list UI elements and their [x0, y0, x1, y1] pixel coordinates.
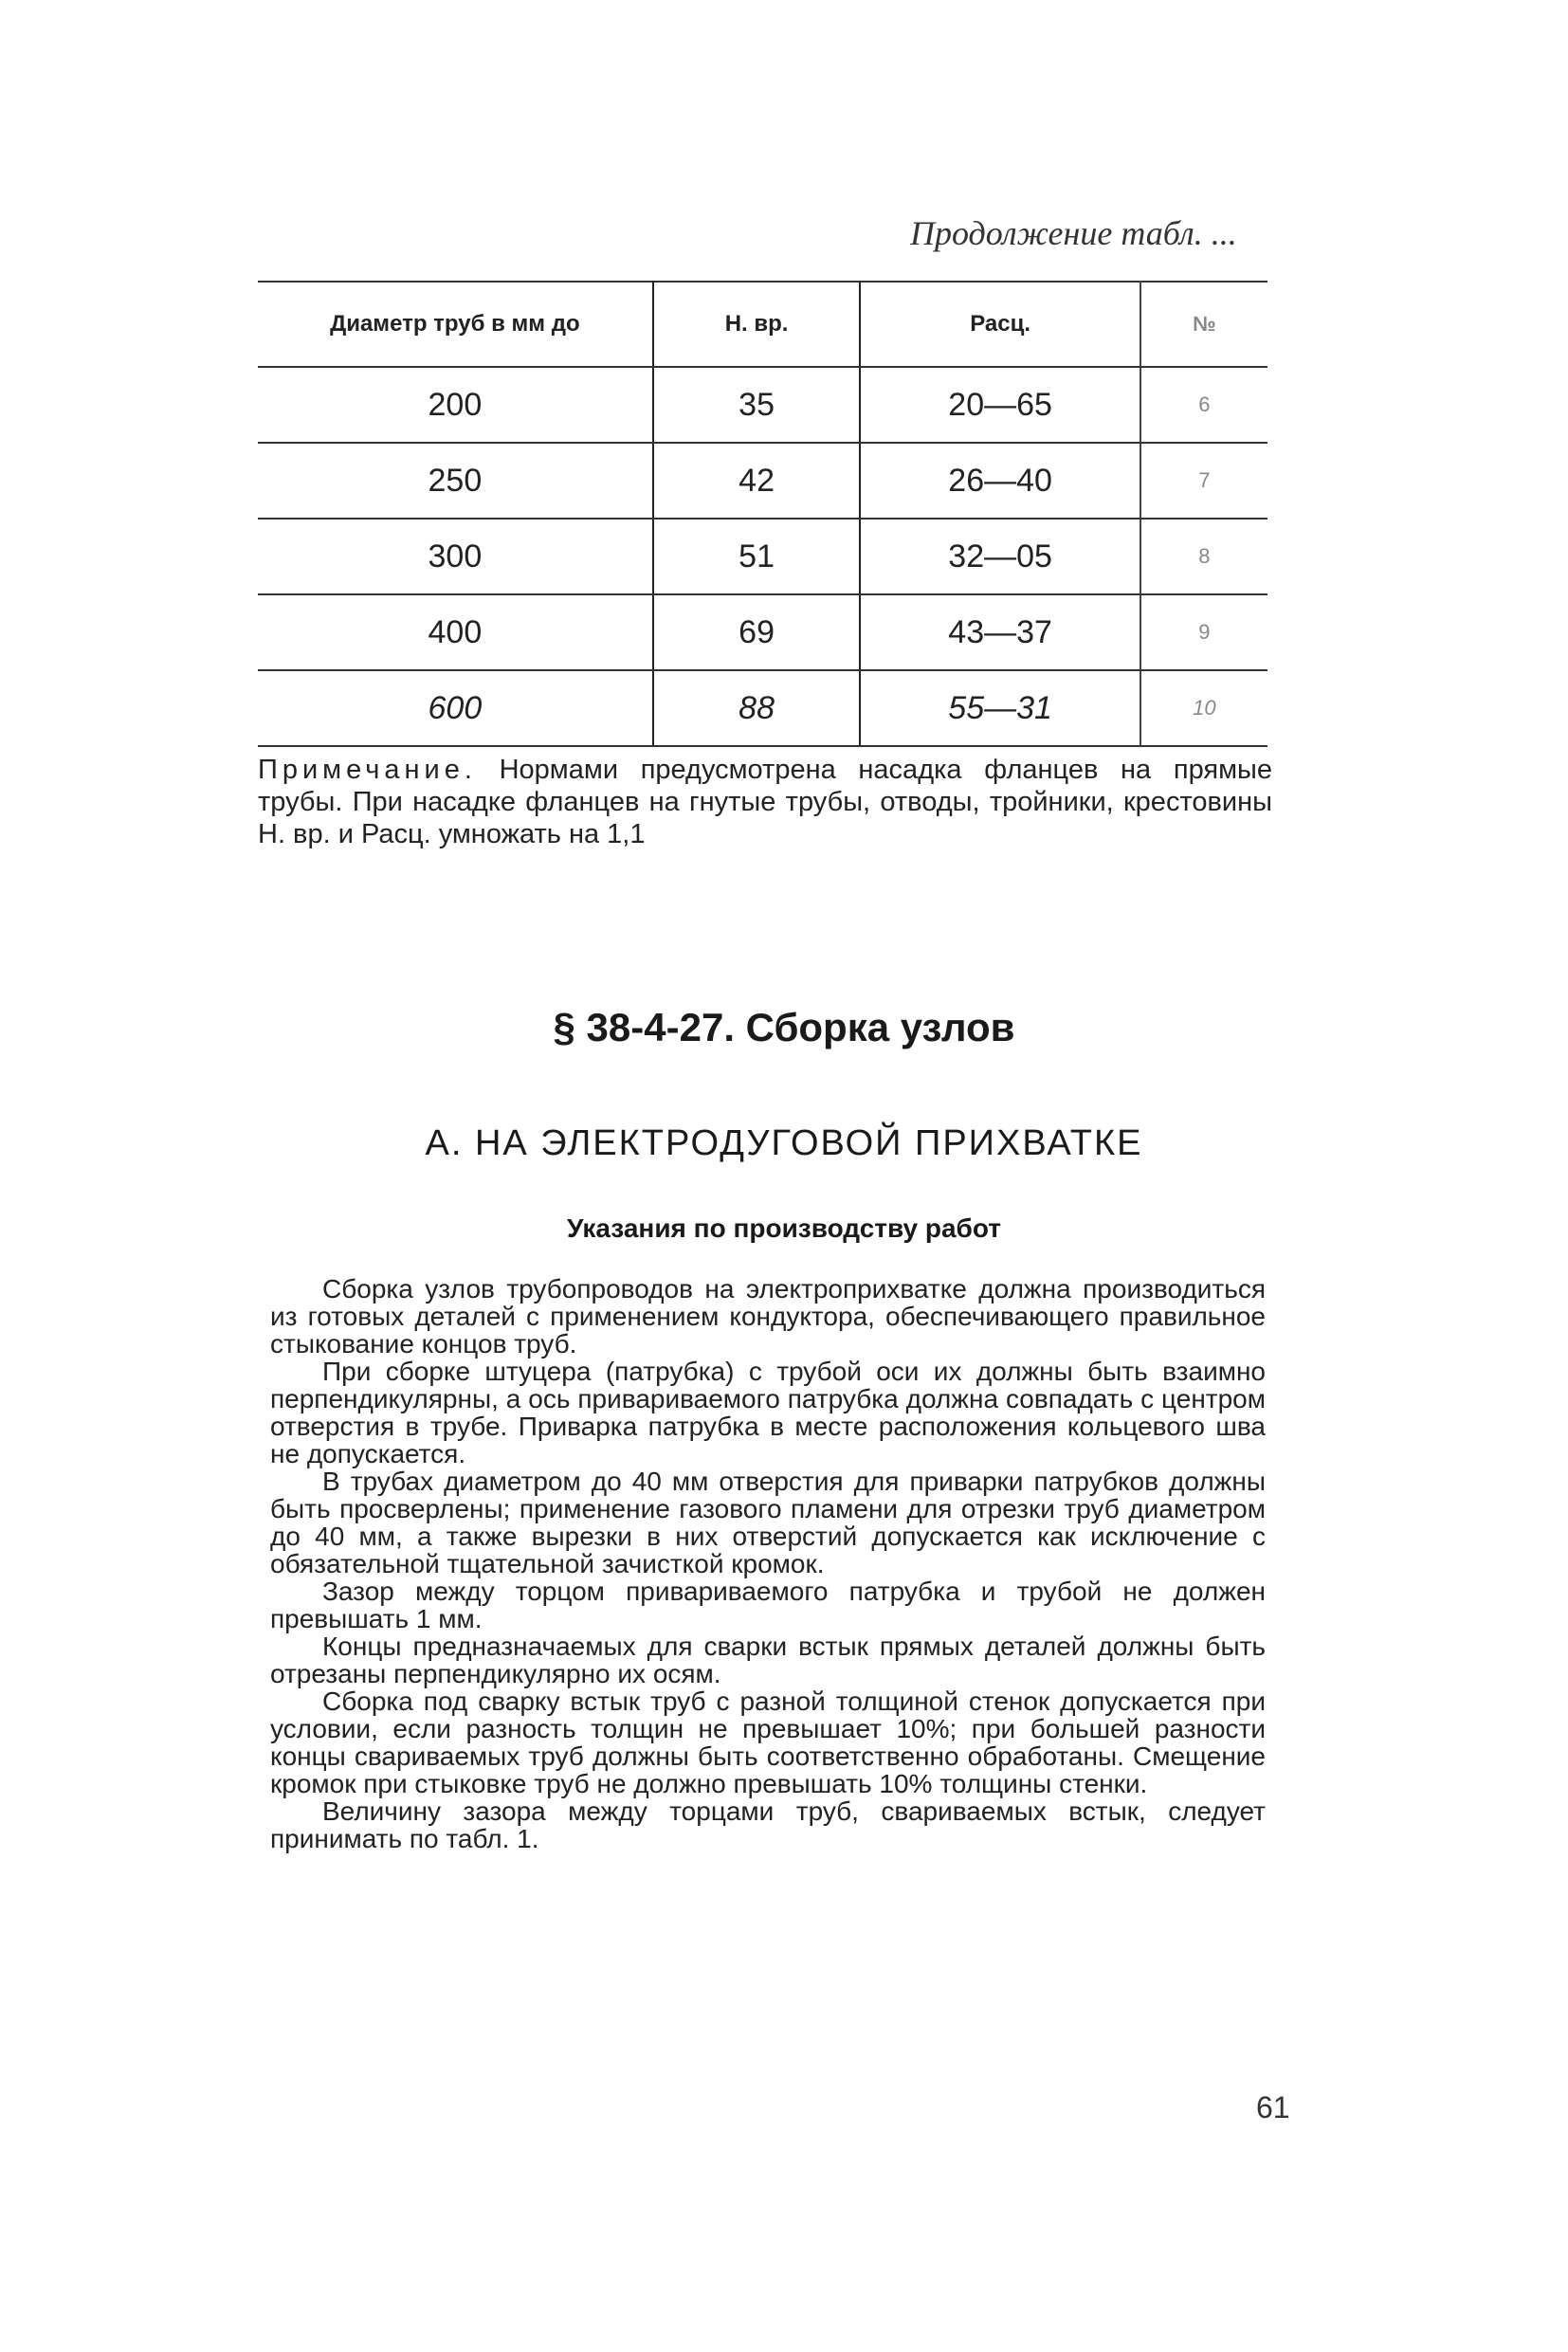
section-subtitle: А. НА ЭЛЕКТРОДУГОВОЙ ПРИХВАТКЕ: [425, 1123, 1143, 1163]
cell-rate: 26—40: [860, 443, 1140, 519]
note-text: Нормами предусмотрена насадка фланцев на прямые трубы. При насадке фланцев на гнутые трубы, отводы, тройники, крестовины Н. вр. и Расц. умножать на 1,1: [258, 755, 1272, 849]
section-title: § 38-4-27. Сборка узлов: [553, 1005, 1015, 1049]
table-row: [258, 367, 1267, 443]
cell-norm-time: 88: [653, 670, 861, 746]
instructions-heading: Указания по производству работ: [567, 1213, 1001, 1243]
cell-rate: 20—65: [860, 367, 1140, 443]
paragraph: В трубах диаметром до 40 мм отверстия для приварки патрубков должны быть просверлены; применение газового пламени для отрезки труб диаметром до 40 мм, а также вырезки в них отверстий допускается как исключение с обязательной тщательной зачисткой кромок.: [270, 1467, 1266, 1578]
header-rate: Расц.: [860, 282, 1140, 367]
cell-norm-time: 51: [653, 519, 861, 594]
cell-norm-time: 69: [653, 594, 861, 670]
cell-number: 10: [1140, 670, 1267, 746]
table-note: [258, 754, 1272, 850]
paragraph: Концы предназначаемых для сварки встык прямых деталей должны быть отрезаны перпендикулярно их осям.: [270, 1632, 1266, 1688]
cell-diameter: 600: [258, 670, 653, 746]
cell-number: 9: [1140, 594, 1267, 670]
cell-rate: 43—37: [860, 594, 1140, 670]
table-header-row: [258, 282, 1267, 367]
paragraph: Зазор между торцом привариваемого патрубка и трубой не должен превышать 1 мм.: [270, 1577, 1266, 1633]
norms-table: [258, 281, 1267, 747]
page-number: 61: [1256, 2090, 1290, 2124]
cell-rate: 32—05: [860, 519, 1140, 594]
note-label: Примечание.: [258, 755, 477, 785]
cell-diameter: 200: [258, 367, 653, 443]
header-norm-time: Н. вр.: [653, 282, 861, 367]
cell-diameter: 400: [258, 594, 653, 670]
paragraph: При сборке штуцера (патрубка) с трубой оси их должны быть взаимно перпендикулярны, а ось привариваемого патрубка должна совпадать с центром отверстия в трубе. Приварка патрубка в месте расположения кольцевого шва не допускается.: [270, 1357, 1266, 1468]
body-text: [270, 1275, 1266, 1852]
cell-diameter: 300: [258, 519, 653, 594]
cell-rate: 55—31: [860, 670, 1140, 746]
paragraph: Сборка под сварку встык труб с разной толщиной стенок допускается при условии, если разность толщин не превышает 10%; при большей разности концы свариваемых труб должны быть соответственно обработаны. Смещение кромок при стыковке труб не должно превышать 10% толщины стенки.: [270, 1687, 1266, 1798]
table-row: [258, 443, 1267, 519]
cell-number: 8: [1140, 519, 1267, 594]
header-number: №: [1140, 282, 1267, 367]
table-row: [258, 594, 1267, 670]
header-diameter: Диаметр труб в мм до: [258, 282, 653, 367]
table-row: [258, 519, 1267, 594]
cell-diameter: 250: [258, 443, 653, 519]
cell-number: 7: [1140, 443, 1267, 519]
table-row: [258, 670, 1267, 746]
cell-number: 6: [1140, 367, 1267, 443]
cell-norm-time: 42: [653, 443, 861, 519]
paragraph: Сборка узлов трубопроводов на электроприхватке должна производиться из готовых деталей с применением кондуктора, обеспечивающего правильное стыкование концов труб.: [270, 1274, 1266, 1358]
paragraph: Величину зазора между торцами труб, свариваемых встык, следует принимать по табл. 1.: [270, 1796, 1266, 1853]
table-continued-label: Продолжение табл. ...: [910, 214, 1237, 252]
cell-norm-time: 35: [653, 367, 861, 443]
